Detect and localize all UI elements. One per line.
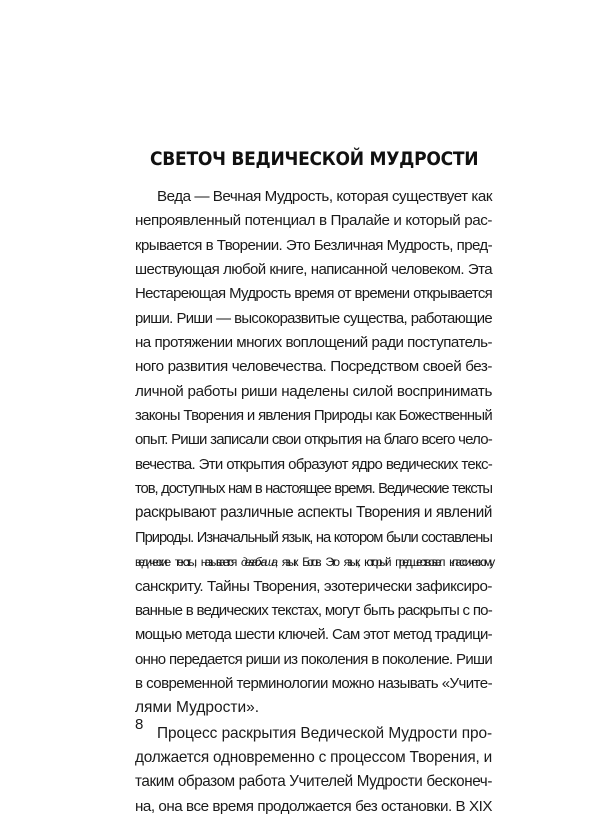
- text-line: в современной терминологии можно называть «Учите-: [135, 674, 492, 692]
- text-line: онно передается риши из поколения в поколение. Риши: [135, 650, 492, 668]
- text-line: риши. Риши — высокоразвитые существа, работающие: [135, 309, 492, 327]
- chapter-heading: СВЕТОЧ ВЕДИЧЕСКОЙ МУДРОСТИ: [150, 148, 479, 170]
- italic-term: девабхаша: [241, 555, 275, 570]
- text-line: ного развития человечества. Посредством своей без-: [135, 358, 492, 376]
- text-line: личной работы риши наделены силой воспринимать: [135, 382, 492, 400]
- paragraph-2: [135, 722, 492, 819]
- text-line: опыт. Риши записали свои открытия на благо всего чело-: [135, 431, 492, 449]
- text-line: [135, 550, 492, 574]
- page-number: 8: [135, 716, 144, 733]
- text-fragment: , язык Богов. Это язык, который предшествовал классическому: [274, 555, 492, 570]
- text-line: крывается в Творении. Это Безличная Мудрость, пред-: [135, 236, 492, 254]
- text-fragment: тов, доступных нам в настоящее время. Ведические тексты: [135, 481, 492, 498]
- text-line: на протяжении многих воплощений ради поступатель-: [135, 334, 492, 352]
- text-line: санскриту. Тайны Творения, эзотерически зафиксиро-: [135, 577, 492, 595]
- text-line: таким образом работа Учителей Мудрости бесконеч-: [135, 773, 492, 791]
- text-line: [135, 477, 492, 501]
- text-line: вечества. Эти открытия образуют ядро ведических текс-: [135, 455, 492, 473]
- text-line: на, она все время продолжается без остановки. В XIX: [135, 797, 492, 815]
- text-line: лями Мудрости».: [135, 699, 260, 717]
- text-line: непроявленный потенциал в Пралайе и который рас-: [135, 212, 492, 230]
- text-line: Веда — Вечная Мудрость, которая существует как: [157, 188, 493, 205]
- text-line: Процесс раскрытия Ведической Мудрости про-: [157, 724, 492, 742]
- text-line: Нестареющая Мудрость время от времени открывается: [135, 285, 492, 303]
- text-line: законы Творения и явления Природы как Божественный: [135, 407, 492, 425]
- text-line: должается одновременно с процессом Творения, и: [135, 748, 492, 766]
- text-fragment: ведические тексты, называется: [135, 555, 235, 570]
- text-line: ванные в ведических текстах, могут быть раскрыты с по-: [135, 601, 492, 619]
- text-line: мощью метода шести ключей. Сам этот метод традици-: [135, 626, 492, 644]
- paragraph-1: [135, 185, 492, 721]
- body-text: [135, 185, 492, 819]
- text-line: раскрывают различные аспекты Творения и явлений: [135, 504, 492, 522]
- text-line: Природы. Изначальный язык, на котором были составлены: [135, 529, 492, 546]
- text-line: шествующая любой книге, написанной человеком. Эта: [135, 261, 492, 279]
